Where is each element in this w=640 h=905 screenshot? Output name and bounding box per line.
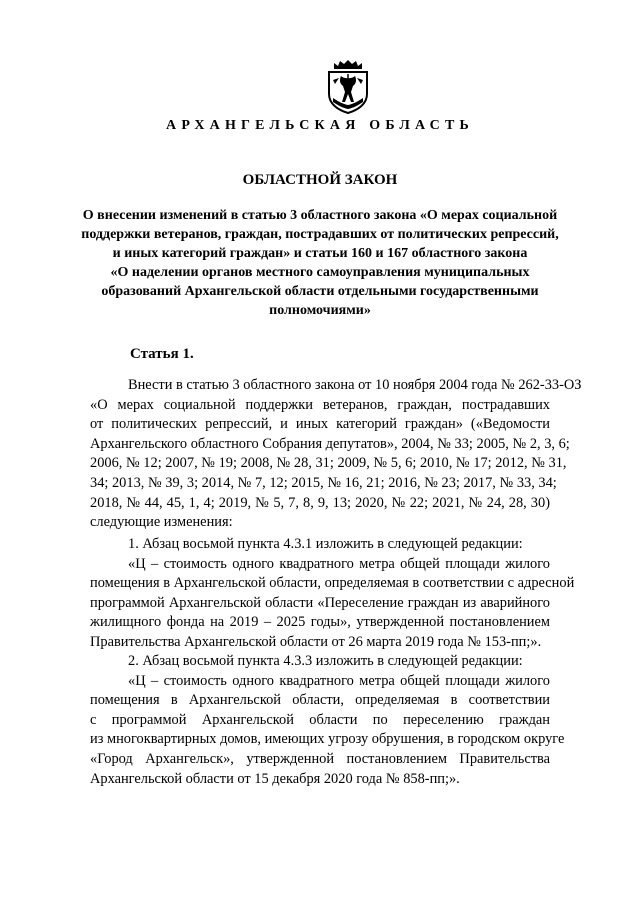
text-line: «Ц – стоимость одного квадратного метра общей площади жилого [128, 555, 550, 572]
coat-of-arms-icon [323, 58, 373, 114]
text-line: с программой Архангельской области по переселению граждан [90, 711, 550, 728]
text-line: «Ц – стоимость одного квадратного метра общей площади жилого [128, 672, 550, 689]
text-line: 2018, № 44, 45, 1, 4; 2019, № 5, 7, 8, 9, 13; 2020, № 22; 2021, № 24, 28, 30) [90, 494, 550, 511]
article-heading: Статья 1. [130, 346, 194, 362]
text-line: программой Архангельской области «Переселение граждан из аварийного [90, 594, 550, 611]
text-line: 2006, № 12; 2007, № 19; 2008, № 28, 31; 2009, № 5, 6; 2010, № 17; 2012, № 31, [90, 455, 567, 472]
text-line: 1. Абзац восьмой пункта 4.3.1 изложить в следующей редакции: [128, 536, 523, 552]
text-line: жилищного фонда на 2019 – 2025 годы», утвержденной постановлением [90, 614, 550, 631]
law-title-line: образований Архангельской области отдельными государственными [101, 284, 539, 299]
text-line: «Город Архангельск», утвержденной постановлением Правительства [90, 750, 550, 767]
text-line: Архангельского областного Собрания депутатов», 2004, № 33; 2005, № 2, 3, 6; [90, 435, 570, 452]
law-title-line: полномочиями» [269, 303, 371, 318]
text-line: от политических репрессий, и иных категорий граждан» («Ведомости [90, 416, 550, 433]
amendment-item-1 [90, 535, 575, 653]
text-line: Внести в статью 3 областного закона от 10 ноября 2004 года № 262-33-ОЗ [128, 377, 582, 393]
law-title [80, 206, 560, 320]
law-type: ОБЛАСТНОЙ ЗАКОН [242, 172, 398, 188]
region-name: АРХАНГЕЛЬСКАЯ ОБЛАСТЬ [166, 118, 474, 133]
text-line: «О мерах социальной поддержки ветеранов, граждан, пострадавших [90, 396, 550, 413]
text-line: Архангельской области от 15 декабря 2020 года № 858-пп;». [90, 770, 460, 787]
law-title-line: О внесении изменений в статью 3 областного закона «О мерах социальной [82, 208, 558, 223]
text-line: из многоквартирных домов, имеющих угрозу обрушения, в городском округе [90, 731, 565, 748]
text-line: 34; 2013, № 39, 3; 2014, № 7, 12; 2015, № 16, 21; 2016, № 23; 2017, № 33, 34; [90, 474, 557, 491]
text-line: Правительства Архангельской области от 26 марта 2019 года № 153-пп;». [90, 633, 542, 650]
law-title-line: «О наделении органов местного самоуправления муниципальных [110, 265, 530, 280]
law-title-line: и иных категорий граждан» и статьи 160 и 167 областного закона [112, 246, 528, 261]
amendment-item-2 [90, 652, 565, 789]
text-line: помещения в Архангельской области, определяемая в соответствии [90, 692, 550, 709]
text-line: помещения в Архангельской области, определяемая в соответствии с адресной [90, 575, 575, 592]
text-line: 2. Абзац восьмой пункта 4.3.3 изложить в следующей редакции: [128, 653, 523, 669]
law-title-line: поддержки ветеранов, граждан, пострадавших от политических репрессий, [81, 227, 559, 242]
article-intro-paragraph [90, 376, 582, 533]
text-line: следующие изменения: [90, 514, 233, 531]
